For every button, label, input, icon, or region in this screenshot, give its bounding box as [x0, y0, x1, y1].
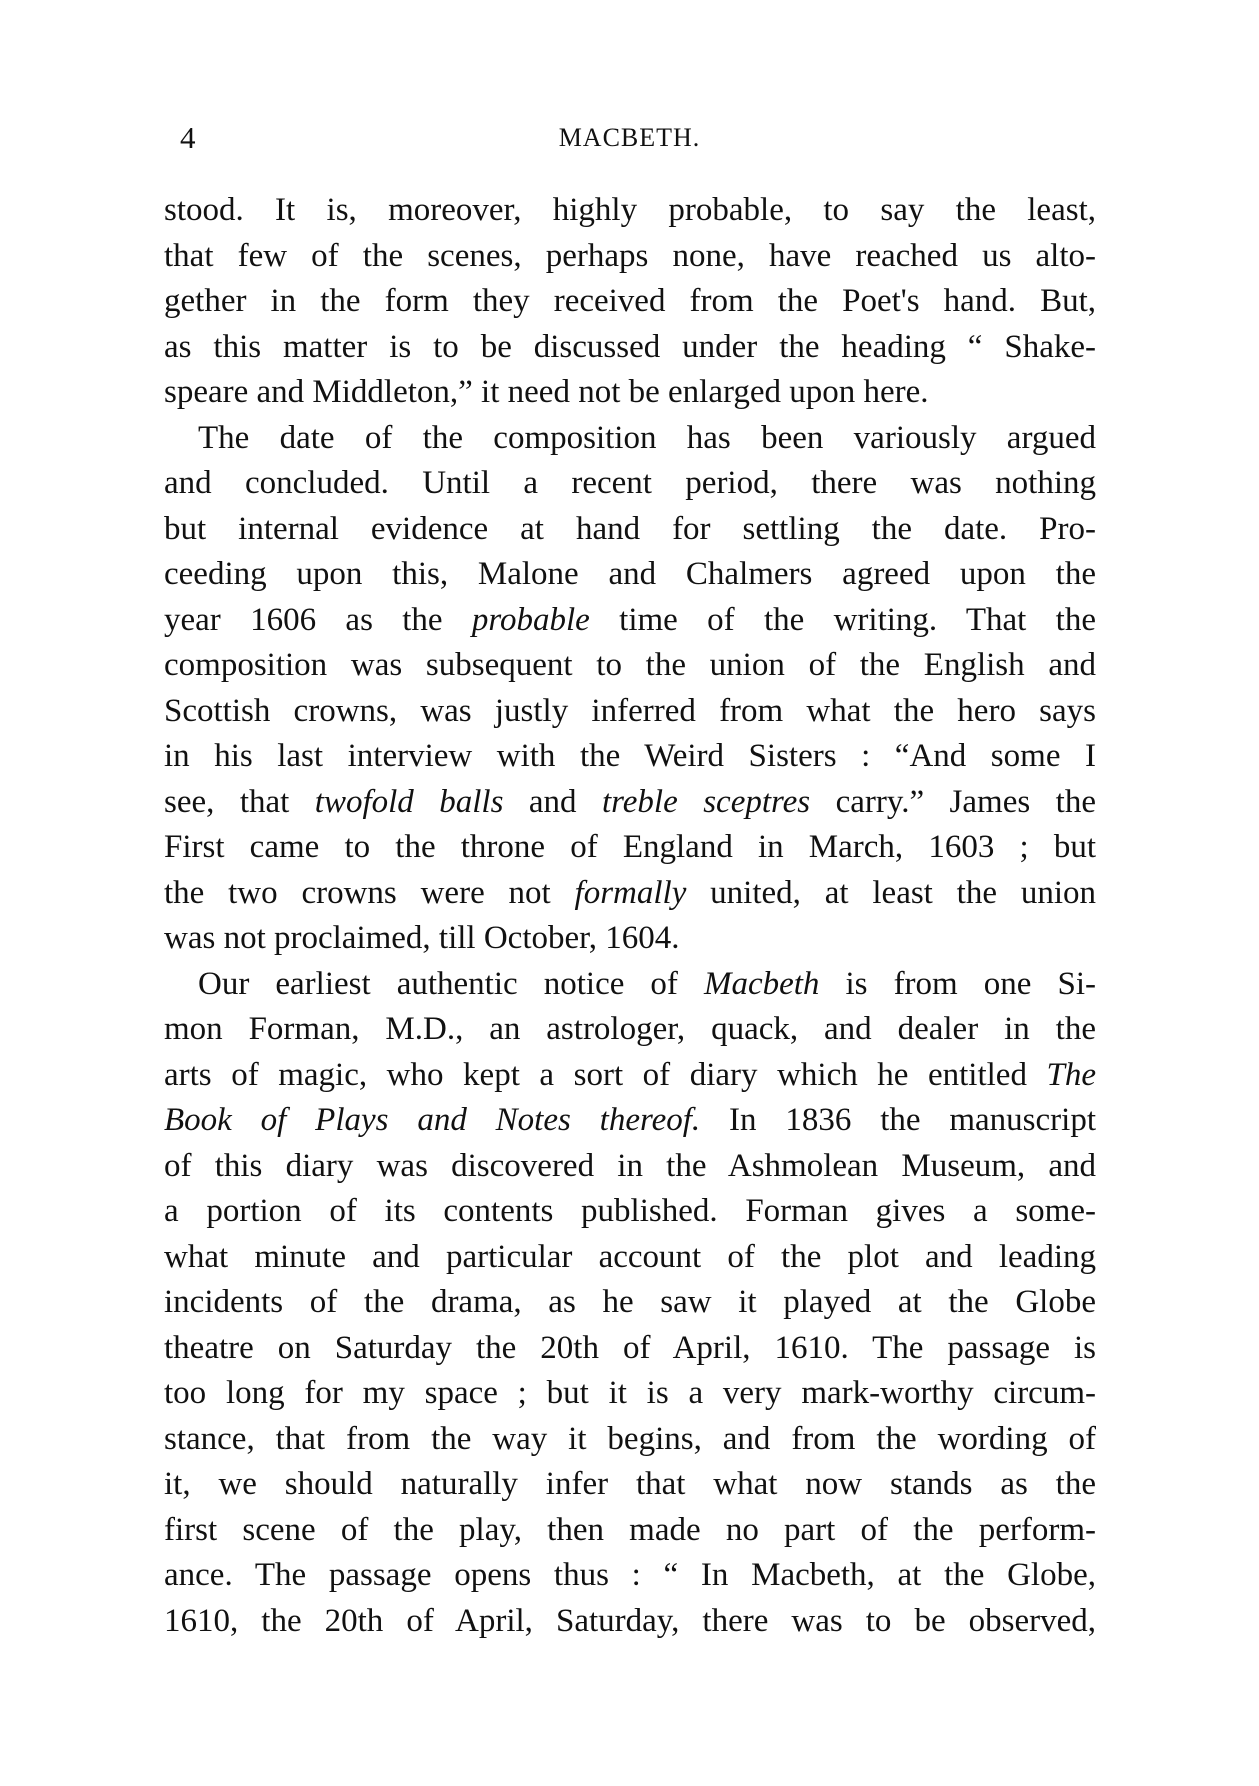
running-header	[0, 118, 1259, 158]
italic-title: Macbeth	[703, 965, 820, 1002]
text-line: composition was subsequent to the union of the English and	[164, 647, 1096, 683]
running-title: MACBETH.	[558, 123, 701, 152]
text-line: ceeding upon this, Malone and Chalmers agreed upon the	[164, 556, 1096, 592]
text-line: of this diary was discovered in the Ashmolean Museum, and	[164, 1147, 1096, 1184]
text-line: see, that twofold balls and treble sceptres carry.” James the	[164, 783, 1096, 820]
text-line: what minute and particular account of the plot and leading	[164, 1238, 1096, 1275]
body-text	[164, 188, 1096, 1644]
text-line: in his last interview with the Weird Sisters : “And some I	[164, 738, 1096, 774]
text-line: the two crowns were not formally united, at least the union	[164, 874, 1096, 911]
italic-phrase: twofold balls	[314, 783, 504, 820]
italic-phrase: treble sceptres	[602, 783, 811, 820]
text-line: First came to the throne of England in March, 1603 ; but	[164, 829, 1096, 865]
text-line: incidents of the drama, as he saw it played at the Globe	[164, 1284, 1096, 1320]
italic-title: Book of Plays and Notes thereof.	[164, 1102, 701, 1138]
text-line: as this matter is to be discussed under the heading “ Shake-	[164, 328, 1096, 365]
text-line: it, we should naturally infer that what now stands as the	[164, 1466, 1096, 1502]
text-line: year 1606 as the probable time of the writing. That the	[164, 601, 1096, 638]
text-line: a portion of its contents published. Forman gives a some-	[164, 1193, 1096, 1229]
text-line: Our earliest authentic notice of Macbeth is from one Si-	[198, 965, 1096, 1002]
text-line: that few of the scenes, perhaps none, have reached us alto-	[164, 237, 1096, 274]
text-line: stance, that from the way it begins, and from the wording of	[164, 1420, 1096, 1457]
page-number: 4	[180, 120, 196, 155]
text-line: gether in the form they received from the Poet's hand. But,	[164, 283, 1096, 319]
text-line: arts of magic, who kept a sort of diary which he entitled The	[164, 1056, 1096, 1093]
text-line: but internal evidence at hand for settling the date. Pro-	[164, 510, 1096, 547]
text-line: stood. It is, moreover, highly probable, to say the least,	[164, 192, 1096, 228]
text-line: and concluded. Until a recent period, there was nothing	[164, 465, 1096, 501]
italic-title: The	[1046, 1056, 1096, 1093]
text-line: Book of Plays and Notes thereof. In 1836 the manuscript	[164, 1102, 1096, 1138]
text-line: mon Forman, M.D., an astrologer, quack, and dealer in the	[164, 1011, 1096, 1047]
text-line: speare and Middleton,” it need not be enlarged upon here.	[164, 374, 929, 410]
italic-word: probable	[471, 601, 590, 638]
text-line: Scottish crowns, was justly inferred from what the hero says	[164, 692, 1096, 729]
text-line: The date of the composition has been variously argued	[198, 419, 1096, 456]
text-line: 1610, the 20th of April, Saturday, there was to be observed,	[164, 1602, 1096, 1639]
text-line: too long for my space ; but it is a very mark-worthy circum-	[164, 1375, 1096, 1411]
text-line: ance. The passage opens thus : “ In Macbeth, at the Globe,	[164, 1557, 1096, 1593]
italic-word: formally	[574, 874, 687, 911]
text-line: theatre on Saturday the 20th of April, 1610. The passage is	[164, 1329, 1096, 1366]
text-line: was not proclaimed, till October, 1604.	[164, 920, 680, 956]
text-line: first scene of the play, then made no part of the perform-	[164, 1511, 1096, 1548]
